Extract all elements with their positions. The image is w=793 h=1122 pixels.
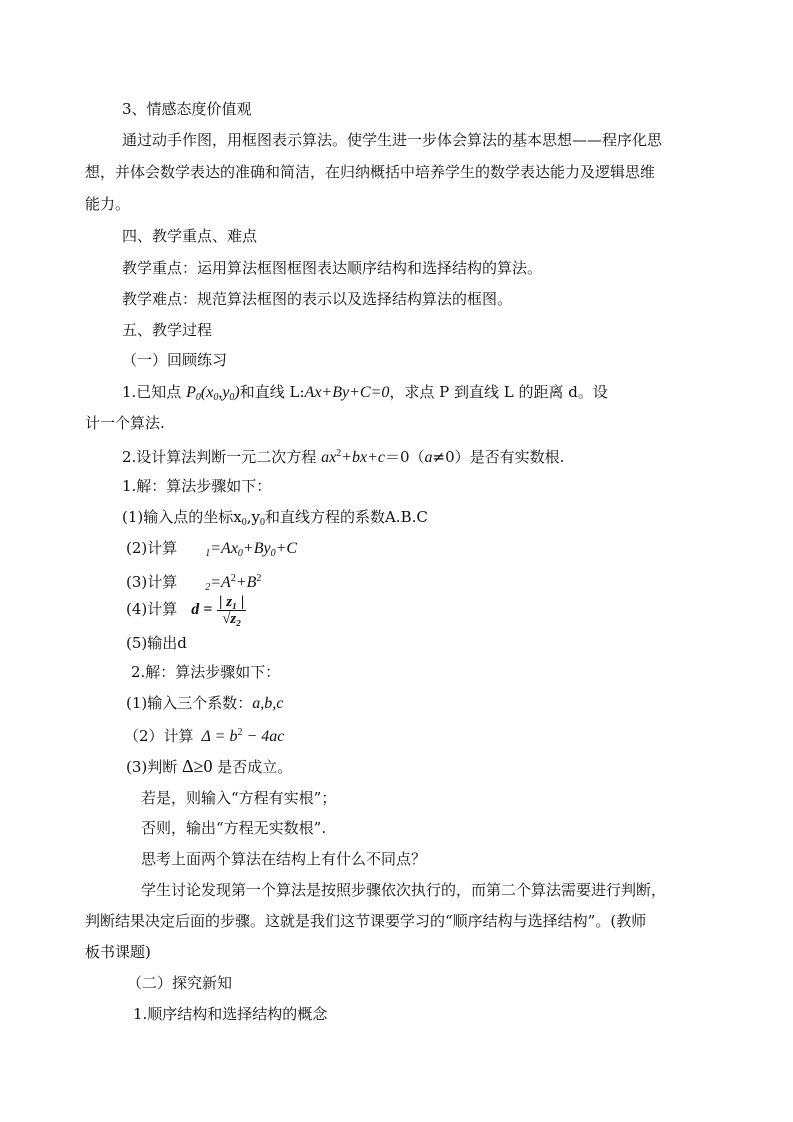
paragraph-line: 计一个算法. — [85, 414, 165, 432]
solution-2-step-1: (1)输入三个系数：a,b,c — [126, 694, 284, 712]
paragraph-line: 判断结果决定后面的步骤。这就是我们这节课要学习的“顺序结构与选择结构”。(教师 — [85, 912, 647, 930]
distance-formula-fraction: $\frac{\text{| z₁ |}}{\text{√z₂}}$ — [219, 593, 245, 627]
paragraph-line: 想，并体会数学表达的准确和简洁，在归纳概括中培养学生的数学表达能力及逻辑思维 — [85, 163, 656, 181]
paragraph-line: 能力。 — [85, 195, 131, 213]
paragraph-line: 教学难点：规范算法框图的表示以及选择结构算法的框图。 — [122, 290, 513, 308]
exercise-1-line: 1.已知点 $P_0(x_0,y_0)$和直线 L:Ax+By+C=0，求点 P 到直线 L 的距离 d。设 — [122, 383, 608, 403]
paragraph-line: 板书课题) — [85, 943, 151, 961]
solution-1-heading: 1.解：算法步骤如下： — [122, 477, 272, 495]
solution-2-step-2: （2）计算 $\Delta = b^2 - 4ac$ — [124, 727, 285, 745]
section-heading-key-points: 四、教学重点、难点 — [122, 227, 258, 245]
solution-2-heading: 2.解：算法步骤如下： — [131, 663, 281, 681]
solution-1-step-4: (4)计算 d = $\frac{\text{| z₁ |}}{\text{√z₂}}$ — [126, 593, 245, 627]
paragraph-line: 思考上面两个算法在结构上有什么不同点？ — [141, 850, 427, 868]
solution-1-step-2: (2)计算 $_1=Ax_0+By_0+C$ — [126, 539, 298, 559]
section-heading-process: 五、教学过程 — [122, 321, 213, 339]
paragraph-line: 学生讨论发现第一个算法是按照步骤依次执行的，而第二个算法需要进行判断， — [141, 881, 667, 899]
solution-1-step-5: (5)输出d — [126, 634, 187, 652]
solution-1-step-3: (3)计算 $_2=A^2+B^2$ — [126, 573, 262, 593]
subsection-heading-explore: （二）探究新知 — [127, 974, 233, 992]
solution-1-step-1: (1)输入点的坐标$x_0,y_0$和直线方程的系数A.B.C — [122, 508, 428, 528]
solution-2-step-3: (3)判断 Δ≥0 是否成立。 — [126, 756, 293, 776]
subsection-heading-review: （一）回顾练习 — [122, 351, 228, 369]
exercise-2-line: 2.设计算法判断一元二次方程 $ax^2+bx+c=0(a\ne 0)$是否有实数根. — [122, 448, 565, 466]
section-heading-attitude: 3、情感态度价值观 — [122, 100, 252, 118]
paragraph-line: 1.顺序结构和选择结构的概念 — [133, 1005, 328, 1023]
paragraph-line: 教学重点：运用算法框图框图表达顺序结构和选择结构的算法。 — [122, 259, 543, 277]
paragraph-line: 否则，输出“方程无实数根”. — [141, 819, 327, 837]
paragraph-line: 通过动手作图，用框图表示算法。使学生进一步体会算法的基本思想——程序化思 — [122, 131, 663, 149]
paragraph-line: 若是，则输入“方程有实根”； — [141, 789, 337, 807]
